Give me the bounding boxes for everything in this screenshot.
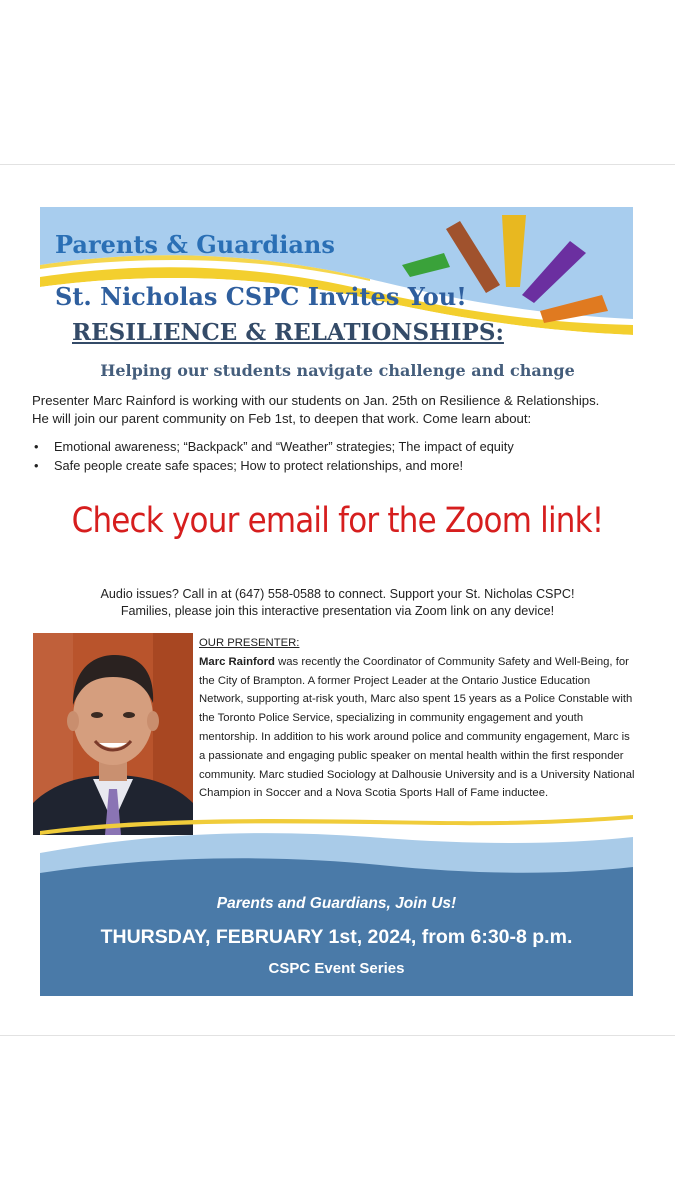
audio-info-line-2: Families, please join this interactive presentation via Zoom link on any device! xyxy=(120,604,555,618)
event-series: CSPC Event Series xyxy=(268,960,405,977)
presenter-photo xyxy=(33,633,193,835)
footer-banner xyxy=(40,815,633,996)
list-item: • Emotional awareness; “Backpack” and “Weather” strategies; The impact of equity xyxy=(32,437,647,456)
intro-paragraph xyxy=(32,392,647,428)
intro-line-2: He will join our parent community on Feb 1st, to deepen that work. Come learn about: xyxy=(32,411,532,426)
presenter-bio-text: was recently the Coordinator of Community Safety and Well-Being, for the City of Brampton. A former Project Leader at the Ontario Justice Education Network, supporting at-risk youth, Marc also spent 15 years as a Police Constable with the Toronto Police Service, specializing in community engagement and youth mentorship. In addition to his work around police and community engagement, Marc is a passionate and engaging public speaker on mental health within the first responder community. Marc studied Sociology at Dalhousie University and is a University National Champion in Soccer and a Nova Scotia Sports Hall of Fame inductee. xyxy=(199,655,635,800)
event-title: RESILIENCE & RELATIONSHIPS: xyxy=(72,319,504,346)
presenter-name: Marc Rainford xyxy=(199,655,275,668)
banner-title-line1: Parents & Guardians xyxy=(55,230,335,259)
event-date: THURSDAY, FEBRUARY 1st, 2024, from 6:30-8 p.m. xyxy=(100,926,573,948)
audio-info xyxy=(0,586,675,620)
event-flyer xyxy=(0,164,675,1036)
event-subtitle: Helping our students navigate challenge and change xyxy=(100,361,575,380)
topics-list xyxy=(32,437,647,475)
list-item: • Safe people create safe spaces; How to protect relationships, and more! xyxy=(32,456,647,475)
presenter-bio xyxy=(199,634,637,803)
banner-title-line2: St. Nicholas CSPC Invites You! xyxy=(55,282,467,311)
intro-line-1: Presenter Marc Rainford is working with our students on Jan. 25th on Resilience & Relationships. xyxy=(32,393,600,408)
footer-subtitle: Parents and Guardians, Join Us! xyxy=(216,895,457,912)
presenter-heading: OUR PRESENTER: xyxy=(199,637,300,649)
audio-info-line-1: Audio issues? Call in at (647) 558-0588 to connect. Support your St. Nicholas CSPC! xyxy=(100,587,575,601)
zoom-link-callout: Check your email for the Zoom link! xyxy=(71,500,604,542)
presenter-portrait-graphic xyxy=(33,633,193,835)
presenter-description xyxy=(199,653,637,803)
